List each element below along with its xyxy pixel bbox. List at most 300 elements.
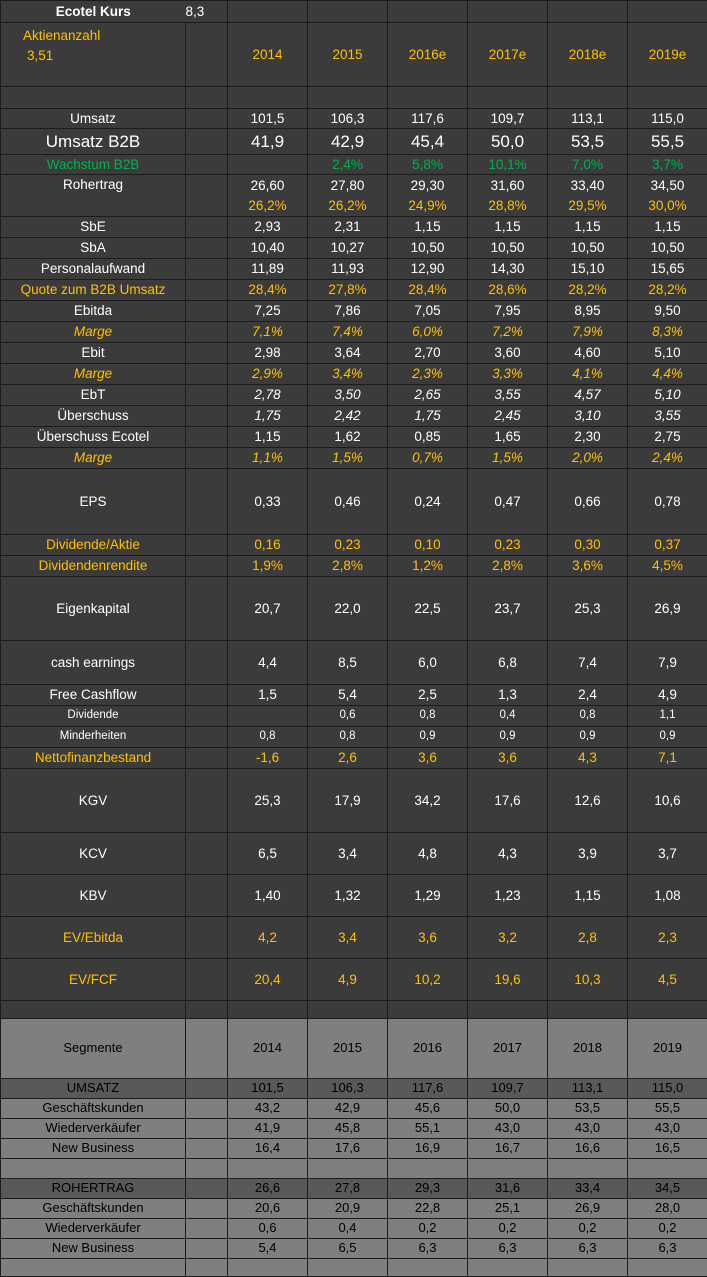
row-cash-earnings bbox=[1, 641, 707, 685]
value-cell: 2,8 bbox=[548, 917, 628, 959]
value-cell: 1,9% bbox=[228, 556, 308, 577]
segment-value: 42,9 bbox=[308, 1099, 388, 1119]
segment-value: 0,2 bbox=[628, 1219, 707, 1239]
row-label: Nettofinanzbestand bbox=[1, 748, 186, 769]
value-cell: 53,5 bbox=[548, 129, 628, 155]
value-cell: 1,15 bbox=[548, 875, 628, 917]
spacer-cell bbox=[186, 343, 228, 364]
spacer-cell bbox=[186, 1199, 228, 1219]
row-ev-ebitda bbox=[1, 917, 707, 959]
value-cell: 2,9% bbox=[228, 364, 308, 385]
value-cell: 3,6% bbox=[548, 556, 628, 577]
segment-year: 2016 bbox=[388, 1019, 468, 1079]
rohertrag-label: Rohertrag bbox=[1, 175, 185, 195]
row-free-cashflow bbox=[1, 685, 707, 706]
value-cell bbox=[228, 155, 308, 175]
row-label: Minderheiten bbox=[1, 727, 186, 748]
row-ebt bbox=[1, 385, 707, 406]
spacer-cell bbox=[186, 301, 228, 322]
value-cell: 3,4 bbox=[308, 833, 388, 875]
value-cell: 1,75 bbox=[388, 406, 468, 427]
row-label: Personalaufwand bbox=[1, 259, 186, 280]
value-cell: 2,70 bbox=[388, 343, 468, 364]
row-label: Quote zum B2B Umsatz bbox=[1, 280, 186, 301]
spacer-cell bbox=[186, 1019, 228, 1079]
segment-value: 6,3 bbox=[548, 1239, 628, 1259]
value-cell: 7,1% bbox=[228, 322, 308, 343]
value-cell: 3,6 bbox=[388, 917, 468, 959]
value-cell: 1,32 bbox=[308, 875, 388, 917]
rohertrag-quote: 26,2% bbox=[228, 196, 307, 216]
segment-label: New Business bbox=[1, 1139, 186, 1159]
rohertrag-quote: 30,0% bbox=[628, 196, 707, 216]
segment-row-rohertrag bbox=[1, 1179, 707, 1199]
year-header: 2014 bbox=[228, 23, 308, 87]
spacer-cell bbox=[186, 155, 228, 175]
segment-value: 6,3 bbox=[468, 1239, 548, 1259]
segment-value: 16,7 bbox=[468, 1139, 548, 1159]
value-cell: 7,4% bbox=[308, 322, 388, 343]
segment-value: 6,3 bbox=[628, 1239, 707, 1259]
header-year-row bbox=[1, 23, 707, 87]
value-cell: 2,8% bbox=[468, 556, 548, 577]
segment-value: 53,5 bbox=[548, 1099, 628, 1119]
spacer-cell bbox=[186, 280, 228, 301]
value-cell: 0,16 bbox=[228, 535, 308, 556]
value-cell: 2,5 bbox=[388, 685, 468, 706]
value-cell: 5,10 bbox=[628, 385, 707, 406]
value-cell: 10,1% bbox=[468, 155, 548, 175]
value-cell: 106,3 bbox=[308, 109, 388, 129]
segment-year: 2018 bbox=[548, 1019, 628, 1079]
value-cell: 55,5 bbox=[628, 129, 707, 155]
value-cell: 22,5 bbox=[388, 577, 468, 641]
value-cell: 6,8 bbox=[468, 641, 548, 685]
spacer-cell bbox=[186, 259, 228, 280]
row-sba bbox=[1, 238, 707, 259]
value-cell: 5,10 bbox=[628, 343, 707, 364]
row-label: Dividende/Aktie bbox=[1, 535, 186, 556]
row-eigenkapital bbox=[1, 577, 707, 641]
row-ebitda bbox=[1, 301, 707, 322]
value-cell: 0,10 bbox=[388, 535, 468, 556]
value-cell: 1,15 bbox=[468, 217, 548, 238]
value-cell: 4,9 bbox=[308, 959, 388, 1001]
spacer-cell bbox=[186, 556, 228, 577]
value-cell: 0,9 bbox=[388, 727, 468, 748]
shares-cell bbox=[1, 23, 186, 87]
value-cell: 3,4 bbox=[308, 917, 388, 959]
segment-value: 0,4 bbox=[308, 1219, 388, 1239]
value-cell: 22,0 bbox=[308, 577, 388, 641]
value-cell: 1,5 bbox=[228, 685, 308, 706]
row-label bbox=[1, 175, 186, 217]
rohertrag-value: 26,60 bbox=[228, 176, 307, 196]
value-cell: 10,3 bbox=[548, 959, 628, 1001]
value-cell: 0,9 bbox=[548, 727, 628, 748]
segment-value: 26,9 bbox=[548, 1199, 628, 1219]
rohertrag-value: 29,30 bbox=[388, 176, 467, 196]
segment-value: 55,1 bbox=[388, 1119, 468, 1139]
value-cell: 4,1% bbox=[548, 364, 628, 385]
value-cell: 15,65 bbox=[628, 259, 707, 280]
value-cell: 41,9 bbox=[228, 129, 308, 155]
value-cell: 4,4 bbox=[228, 641, 308, 685]
segment-value: 45,8 bbox=[308, 1119, 388, 1139]
segment-value: 113,1 bbox=[548, 1079, 628, 1099]
segment-label: Wiederverkäufer bbox=[1, 1219, 186, 1239]
stock-price: 8,3 bbox=[186, 1, 228, 23]
spacer-cell bbox=[186, 1179, 228, 1199]
value-cell: 17,9 bbox=[308, 769, 388, 833]
segment-value: 43,0 bbox=[628, 1119, 707, 1139]
row-netto bbox=[1, 748, 707, 769]
shares-value: 3,51 bbox=[23, 46, 185, 66]
value-cell: 8,95 bbox=[548, 301, 628, 322]
segment-year: 2019 bbox=[628, 1019, 707, 1079]
row-ueberschuss bbox=[1, 406, 707, 427]
row-label: Überschuss bbox=[1, 406, 186, 427]
value-cell: 2,78 bbox=[228, 385, 308, 406]
value-cell bbox=[548, 175, 628, 217]
value-cell: 0,8 bbox=[388, 706, 468, 727]
row-label: Ebitda bbox=[1, 301, 186, 322]
value-cell: 1,29 bbox=[388, 875, 468, 917]
segment-row-umsatz-gk bbox=[1, 1099, 707, 1119]
segment-value: 0,2 bbox=[468, 1219, 548, 1239]
row-label: Ebit bbox=[1, 343, 186, 364]
value-cell: 10,6 bbox=[628, 769, 707, 833]
value-cell: 113,1 bbox=[548, 109, 628, 129]
value-cell: 101,5 bbox=[228, 109, 308, 129]
row-label: Free Cashflow bbox=[1, 685, 186, 706]
value-cell: 3,55 bbox=[628, 406, 707, 427]
segment-value: 34,5 bbox=[628, 1179, 707, 1199]
spacer-cell bbox=[186, 469, 228, 535]
segment-value: 106,3 bbox=[308, 1079, 388, 1099]
value-cell: 1,08 bbox=[628, 875, 707, 917]
value-cell: 3,10 bbox=[548, 406, 628, 427]
segment-value: 0,6 bbox=[228, 1219, 308, 1239]
value-cell: 2,3 bbox=[628, 917, 707, 959]
value-cell: 115,0 bbox=[628, 109, 707, 129]
segment-value: 16,5 bbox=[628, 1139, 707, 1159]
segment-value: 5,4 bbox=[228, 1239, 308, 1259]
segment-label: Geschäftskunden bbox=[1, 1099, 186, 1119]
value-cell: 0,78 bbox=[628, 469, 707, 535]
value-cell: 7,2% bbox=[468, 322, 548, 343]
value-cell: 0,8 bbox=[308, 727, 388, 748]
row-ebit bbox=[1, 343, 707, 364]
segment-value: 6,3 bbox=[388, 1239, 468, 1259]
value-cell: 1,1% bbox=[228, 448, 308, 469]
spacer-cell bbox=[186, 769, 228, 833]
rohertrag-value: 33,40 bbox=[548, 176, 627, 196]
value-cell: 10,50 bbox=[468, 238, 548, 259]
value-cell: 0,33 bbox=[228, 469, 308, 535]
spacer-cell bbox=[186, 1239, 228, 1259]
spacer-cell bbox=[186, 833, 228, 875]
value-cell: 2,30 bbox=[548, 427, 628, 448]
row-ueberschuss-ecotel bbox=[1, 427, 707, 448]
spacer-cell bbox=[186, 917, 228, 959]
value-cell: 3,55 bbox=[468, 385, 548, 406]
year-header: 2015 bbox=[308, 23, 388, 87]
row-label: Umsatz bbox=[1, 109, 186, 129]
value-cell: 10,27 bbox=[308, 238, 388, 259]
spacer-cell bbox=[186, 448, 228, 469]
segment-spacer-row bbox=[1, 1159, 707, 1179]
row-umsatz-b2b bbox=[1, 129, 707, 155]
value-cell: 2,65 bbox=[388, 385, 468, 406]
segment-value: 109,7 bbox=[468, 1079, 548, 1099]
segment-value: 33,4 bbox=[548, 1179, 628, 1199]
value-cell: 3,9 bbox=[548, 833, 628, 875]
value-cell: 10,50 bbox=[628, 238, 707, 259]
value-cell: 2,93 bbox=[228, 217, 308, 238]
spacer-cell bbox=[186, 748, 228, 769]
value-cell: 27,8% bbox=[308, 280, 388, 301]
year-header: 2016e bbox=[388, 23, 468, 87]
value-cell: 20,4 bbox=[228, 959, 308, 1001]
value-cell: 1,75 bbox=[228, 406, 308, 427]
value-cell: 7,95 bbox=[468, 301, 548, 322]
value-cell: 0,66 bbox=[548, 469, 628, 535]
row-label: Marge bbox=[1, 322, 186, 343]
value-cell: 7,25 bbox=[228, 301, 308, 322]
value-cell: 7,05 bbox=[388, 301, 468, 322]
segment-label: UMSATZ bbox=[1, 1079, 186, 1099]
spacer-cell bbox=[186, 385, 228, 406]
value-cell: 1,5% bbox=[308, 448, 388, 469]
segment-label: Geschäftskunden bbox=[1, 1199, 186, 1219]
spacer-cell bbox=[186, 875, 228, 917]
value-cell: 4,57 bbox=[548, 385, 628, 406]
rohertrag-value: 34,50 bbox=[628, 176, 707, 196]
segment-value: 31,6 bbox=[468, 1179, 548, 1199]
rohertrag-quote: 29,5% bbox=[548, 196, 627, 216]
value-cell: 11,89 bbox=[228, 259, 308, 280]
row-label: Überschuss Ecotel bbox=[1, 427, 186, 448]
value-cell: 8,5 bbox=[308, 641, 388, 685]
value-cell: 4,2 bbox=[228, 917, 308, 959]
segment-value: 43,0 bbox=[548, 1119, 628, 1139]
spacer-cell bbox=[186, 577, 228, 641]
row-label: Dividendenrendite bbox=[1, 556, 186, 577]
segment-value: 17,6 bbox=[308, 1139, 388, 1159]
rohertrag-quote: 24,9% bbox=[388, 196, 467, 216]
value-cell: 19,6 bbox=[468, 959, 548, 1001]
segment-label: Wiederverkäufer bbox=[1, 1119, 186, 1139]
segment-spacer-row bbox=[1, 1259, 707, 1277]
value-cell: 7,0% bbox=[548, 155, 628, 175]
value-cell: 0,6 bbox=[308, 706, 388, 727]
value-cell: 7,9% bbox=[548, 322, 628, 343]
row-kgv bbox=[1, 769, 707, 833]
value-cell: 1,3 bbox=[468, 685, 548, 706]
segment-value: 25,1 bbox=[468, 1199, 548, 1219]
value-cell: 2,4% bbox=[308, 155, 388, 175]
value-cell bbox=[228, 706, 308, 727]
value-cell: 1,65 bbox=[468, 427, 548, 448]
value-cell: 28,2% bbox=[628, 280, 707, 301]
value-cell: 20,7 bbox=[228, 577, 308, 641]
year-header: 2018e bbox=[548, 23, 628, 87]
value-cell: 0,23 bbox=[308, 535, 388, 556]
spacer-cell bbox=[186, 129, 228, 155]
segment-label: ROHERTRAG bbox=[1, 1179, 186, 1199]
value-cell: 0,46 bbox=[308, 469, 388, 535]
rohertrag-quote: 26,2% bbox=[308, 196, 387, 216]
segment-value: 50,0 bbox=[468, 1099, 548, 1119]
spacer-cell bbox=[186, 727, 228, 748]
row-label: KCV bbox=[1, 833, 186, 875]
value-cell: 1,15 bbox=[228, 427, 308, 448]
row-label: Marge bbox=[1, 364, 186, 385]
value-cell: 7,9 bbox=[628, 641, 707, 685]
value-cell: 4,8 bbox=[388, 833, 468, 875]
segments-header-row bbox=[1, 1019, 707, 1079]
spacer-cell bbox=[186, 1139, 228, 1159]
row-quote-b2b bbox=[1, 280, 707, 301]
spacer-cell bbox=[186, 217, 228, 238]
row-label: Umsatz B2B bbox=[1, 129, 186, 155]
spacer-cell bbox=[186, 706, 228, 727]
year-header: 2019e bbox=[628, 23, 707, 87]
value-cell: 7,1 bbox=[628, 748, 707, 769]
rohertrag-quote: 28,8% bbox=[468, 196, 547, 216]
value-cell: 17,6 bbox=[468, 769, 548, 833]
header-price-row bbox=[1, 1, 707, 23]
value-cell: 3,64 bbox=[308, 343, 388, 364]
value-cell: 10,40 bbox=[228, 238, 308, 259]
spacer-cell bbox=[186, 1119, 228, 1139]
value-cell: 28,4% bbox=[388, 280, 468, 301]
year-header: 2017e bbox=[468, 23, 548, 87]
spacer-cell bbox=[186, 109, 228, 129]
segment-row-umsatz-nb bbox=[1, 1139, 707, 1159]
segment-value: 0,2 bbox=[388, 1219, 468, 1239]
segment-row-umsatz bbox=[1, 1079, 707, 1099]
segment-label: New Business bbox=[1, 1239, 186, 1259]
value-cell: 1,15 bbox=[548, 217, 628, 238]
value-cell: 3,2 bbox=[468, 917, 548, 959]
value-cell: 28,4% bbox=[228, 280, 308, 301]
value-cell bbox=[308, 175, 388, 217]
row-rohertrag bbox=[1, 175, 707, 217]
value-cell: 34,2 bbox=[388, 769, 468, 833]
value-cell: 25,3 bbox=[548, 577, 628, 641]
segment-value: 16,9 bbox=[388, 1139, 468, 1159]
segment-value: 6,5 bbox=[308, 1239, 388, 1259]
value-cell: 1,5% bbox=[468, 448, 548, 469]
value-cell: 8,3% bbox=[628, 322, 707, 343]
segment-value: 20,6 bbox=[228, 1199, 308, 1219]
value-cell: 5,8% bbox=[388, 155, 468, 175]
value-cell: 0,8 bbox=[228, 727, 308, 748]
row-dividende-aktie bbox=[1, 535, 707, 556]
row-label: EV/Ebitda bbox=[1, 917, 186, 959]
value-cell: 3,4% bbox=[308, 364, 388, 385]
segment-row-rohertrag-nb bbox=[1, 1239, 707, 1259]
segment-row-rohertrag-gk bbox=[1, 1199, 707, 1219]
rohertrag-value: 31,60 bbox=[468, 176, 547, 196]
row-label: EV/FCF bbox=[1, 959, 186, 1001]
value-cell: 14,30 bbox=[468, 259, 548, 280]
value-cell: 12,90 bbox=[388, 259, 468, 280]
value-cell: 28,6% bbox=[468, 280, 548, 301]
value-cell bbox=[388, 175, 468, 217]
segment-year: 2014 bbox=[228, 1019, 308, 1079]
value-cell: 23,7 bbox=[468, 577, 548, 641]
value-cell: 26,9 bbox=[628, 577, 707, 641]
spacer-row bbox=[1, 87, 707, 109]
spacer-cell bbox=[186, 641, 228, 685]
segment-value: 20,9 bbox=[308, 1199, 388, 1219]
segment-value: 45,6 bbox=[388, 1099, 468, 1119]
segment-value: 26,6 bbox=[228, 1179, 308, 1199]
value-cell: 9,50 bbox=[628, 301, 707, 322]
segment-value: 28,0 bbox=[628, 1199, 707, 1219]
value-cell: 10,50 bbox=[548, 238, 628, 259]
row-label: Eigenkapital bbox=[1, 577, 186, 641]
value-cell: 5,4 bbox=[308, 685, 388, 706]
value-cell: 6,0 bbox=[388, 641, 468, 685]
row-personal bbox=[1, 259, 707, 280]
value-cell: -1,6 bbox=[228, 748, 308, 769]
row-label: KBV bbox=[1, 875, 186, 917]
segment-value: 43,0 bbox=[468, 1119, 548, 1139]
segment-value: 0,2 bbox=[548, 1219, 628, 1239]
value-cell: 4,3 bbox=[548, 748, 628, 769]
rohertrag-value: 27,80 bbox=[308, 176, 387, 196]
value-cell: 4,4% bbox=[628, 364, 707, 385]
value-cell: 3,7 bbox=[628, 833, 707, 875]
spacer-cell bbox=[186, 959, 228, 1001]
value-cell: 7,4 bbox=[548, 641, 628, 685]
value-cell bbox=[628, 175, 707, 217]
value-cell: 50,0 bbox=[468, 129, 548, 155]
value-cell: 28,2% bbox=[548, 280, 628, 301]
value-cell: 11,93 bbox=[308, 259, 388, 280]
spacer-cell bbox=[186, 1079, 228, 1099]
segment-value: 16,4 bbox=[228, 1139, 308, 1159]
row-wachstum-b2b bbox=[1, 155, 707, 175]
value-cell: 6,5 bbox=[228, 833, 308, 875]
segment-value: 16,6 bbox=[548, 1139, 628, 1159]
value-cell bbox=[228, 175, 308, 217]
row-label: SbA bbox=[1, 238, 186, 259]
row-label: cash earnings bbox=[1, 641, 186, 685]
row-label: Dividende bbox=[1, 706, 186, 727]
value-cell: 25,3 bbox=[228, 769, 308, 833]
value-cell: 0,85 bbox=[388, 427, 468, 448]
row-label: Wachstum B2B bbox=[1, 155, 186, 175]
value-cell: 15,10 bbox=[548, 259, 628, 280]
row-ev-fcf bbox=[1, 959, 707, 1001]
value-cell: 2,75 bbox=[628, 427, 707, 448]
spacer-cell bbox=[186, 685, 228, 706]
row-eps bbox=[1, 469, 707, 535]
row-dividende bbox=[1, 706, 707, 727]
value-cell: 4,9 bbox=[628, 685, 707, 706]
value-cell: 0,8 bbox=[548, 706, 628, 727]
row-ueberschuss-marge bbox=[1, 448, 707, 469]
value-cell: 10,50 bbox=[388, 238, 468, 259]
value-cell: 6,0% bbox=[388, 322, 468, 343]
spacer-cell bbox=[186, 238, 228, 259]
shares-label: Aktienanzahl bbox=[23, 26, 185, 46]
